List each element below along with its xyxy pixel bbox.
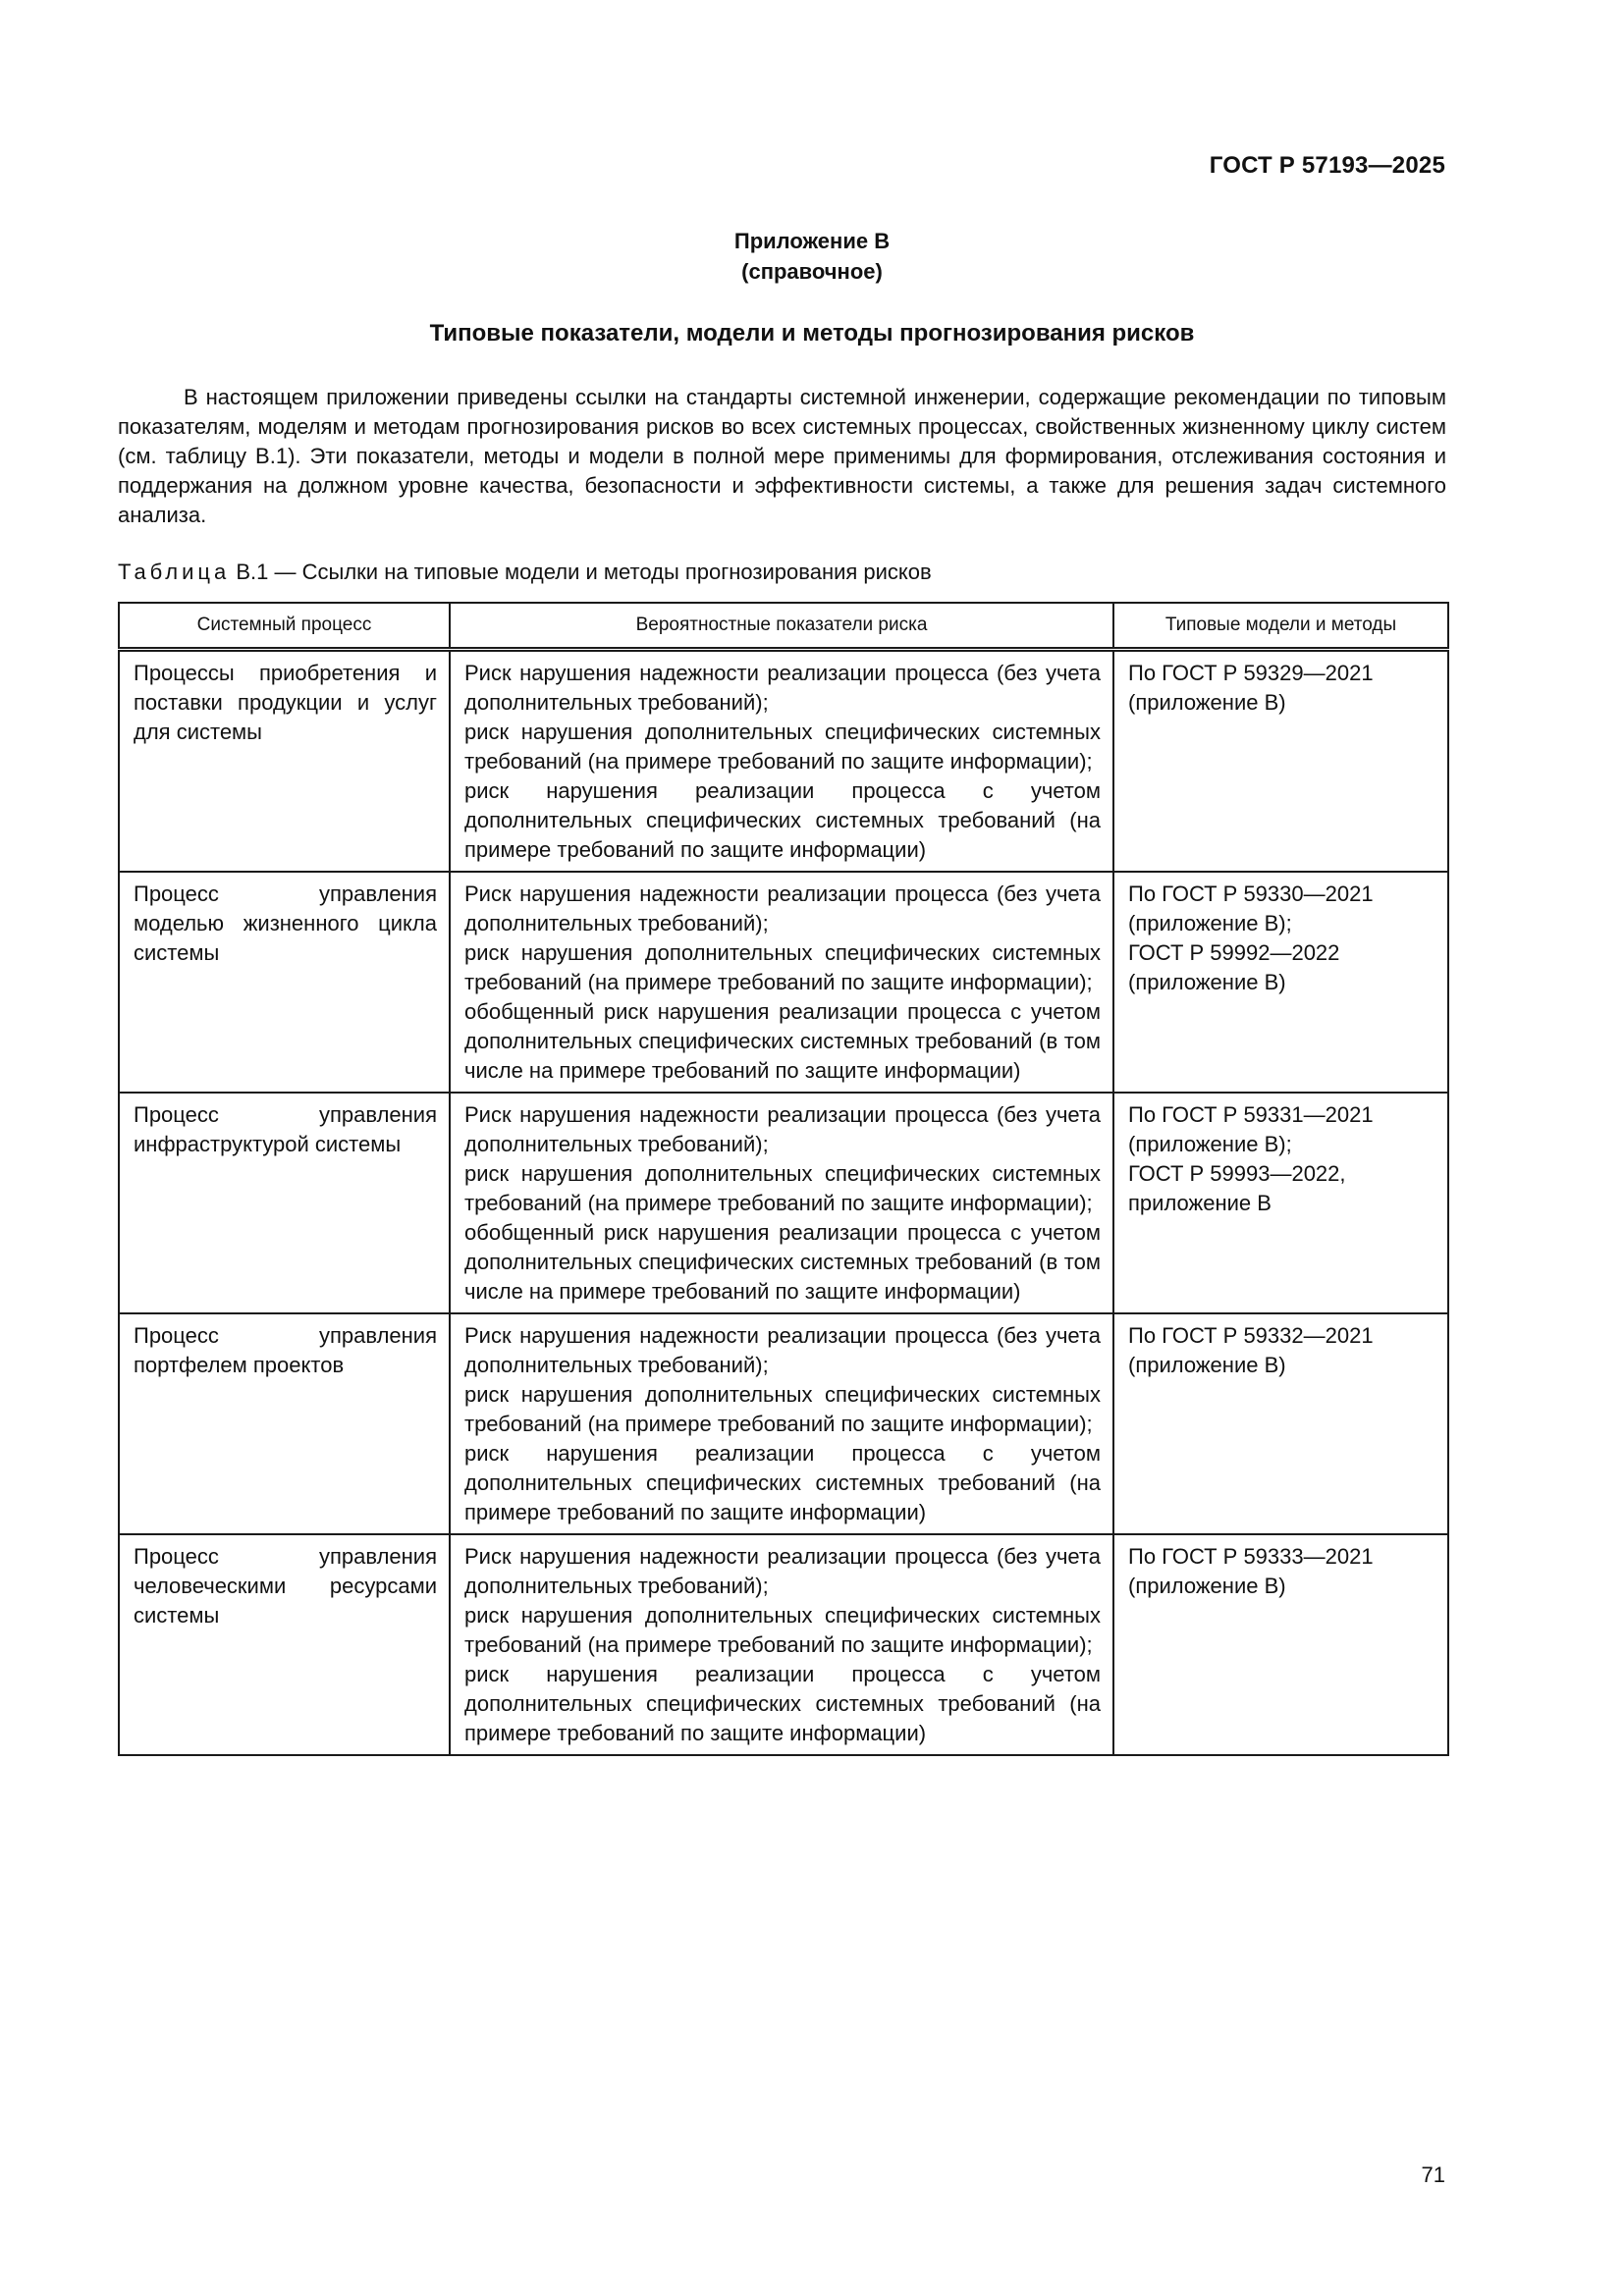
table-caption-label: Таблица [118,560,231,584]
table-row [119,872,1448,1093]
header-models-methods: Типовые модели и методы [1113,603,1448,650]
risk-item: риск нарушения дополнительных специфических системных требований (на примере требований по защите информации); [464,1603,1101,1657]
models-cell [1113,650,1448,873]
risk-cell [450,650,1113,873]
risk-item: риск нарушения дополнительных специфических системных требований (на примере требований по защите информации); [464,1161,1101,1215]
risk-item: Риск нарушения надежности реализации процесса (без учета дополнительных требований); [464,1544,1101,1598]
appendix-title: Приложение В [733,229,891,253]
risk-item: риск нарушения реализации процесса с учетом дополнительных специфических системных требований (на примере требований по защите информации) [464,1441,1101,1524]
header-system-process: Системный процесс [119,603,450,650]
risk-item: Риск нарушения надежности реализации процесса (без учета дополнительных требований); [464,881,1101,935]
page-number: 71 [1421,2163,1445,2187]
process-cell: Процесс управления инфраструктурой системы [119,1093,450,1313]
appendix-subtitle: (справочное) [741,259,883,284]
risk-item: обобщенный риск нарушения реализации процесса с учетом дополнительных специфических системных требований (в том числе на примере требований по защите информации) [464,999,1101,1083]
process-cell: Процесс управления человеческими ресурсами системы [119,1534,450,1755]
model-reference: ГОСТ Р 59993—2022, приложение В [1128,1161,1346,1215]
section-title: Типовые показатели, модели и методы прогнозирования рисков [429,320,1195,347]
model-reference: По ГОСТ Р 59329—2021 (приложение В) [1128,661,1374,715]
table-header-row [119,603,1448,650]
risk-item: риск нарушения дополнительных специфических системных требований (на примере требований по защите информации); [464,720,1101,774]
model-reference: По ГОСТ Р 59332—2021 (приложение В) [1128,1323,1374,1377]
risk-item: риск нарушения реализации процесса с учетом дополнительных специфических системных требований (на примере требований по защите информации) [464,778,1101,862]
standard-code-header: ГОСТ Р 57193—2025 [1209,152,1445,179]
risk-item: Риск нарушения надежности реализации процесса (без учета дополнительных требований); [464,1323,1101,1377]
models-cell [1113,1313,1448,1534]
risk-table-container [118,602,1447,1756]
table-caption [118,560,932,585]
risk-item: риск нарушения реализации процесса с учетом дополнительных специфических системных требований (на примере требований по защите информации) [464,1662,1101,1745]
model-reference: По ГОСТ Р 59333—2021 (приложение В) [1128,1544,1374,1598]
risk-cell [450,1093,1113,1313]
models-cell [1113,1534,1448,1755]
risk-table [118,602,1449,1756]
process-cell: Процесс управления портфелем проектов [119,1313,450,1534]
header-risk-indicators: Вероятностные показатели риска [450,603,1113,650]
table-caption-text: В.1 — Ссылки на типовые модели и методы прогнозирования рисков [230,560,932,584]
models-cell [1113,872,1448,1093]
table-row [119,1313,1448,1534]
appendix-heading [0,226,1624,287]
table-row [119,1534,1448,1755]
risk-item: риск нарушения дополнительных специфических системных требований (на примере требований по защите информации); [464,940,1101,994]
intro-paragraph: В настоящем приложении приведены ссылки на стандарты системной инженерии, содержащие рекомендации по типовым показателям, моделям и методам прогнозирования рисков во всех системных процессах, свойственных жизненному циклу систем (см. таблицу В.1). Эти показатели, методы и модели в полной мере применимы для формирования, отслеживания состояния и поддержания на должном уровне качества, безопасности и эффективности системы, а также для решения задач системного анализа. [118,385,1446,527]
risk-item: обобщенный риск нарушения реализации процесса с учетом дополнительных специфических системных требований (в том числе на примере требований по защите информации) [464,1220,1101,1304]
model-reference: По ГОСТ Р 59331—2021 (приложение В); [1128,1102,1374,1156]
process-cell: Процесс управления моделью жизненного цикла системы [119,872,450,1093]
models-cell [1113,1093,1448,1313]
model-reference: ГОСТ Р 59992—2022 (приложение В) [1128,940,1340,994]
risk-cell [450,1313,1113,1534]
risk-cell [450,1534,1113,1755]
process-cell: Процессы приобретения и поставки продукции и услуг для системы [119,650,450,873]
table-row [119,1093,1448,1313]
table-row [119,650,1448,873]
risk-cell [450,872,1113,1093]
risk-item: риск нарушения дополнительных специфических системных требований (на примере требований по защите информации); [464,1382,1101,1436]
risk-item: Риск нарушения надежности реализации процесса (без учета дополнительных требований); [464,661,1101,715]
model-reference: По ГОСТ Р 59330—2021 (приложение В); [1128,881,1374,935]
risk-item: Риск нарушения надежности реализации процесса (без учета дополнительных требований); [464,1102,1101,1156]
